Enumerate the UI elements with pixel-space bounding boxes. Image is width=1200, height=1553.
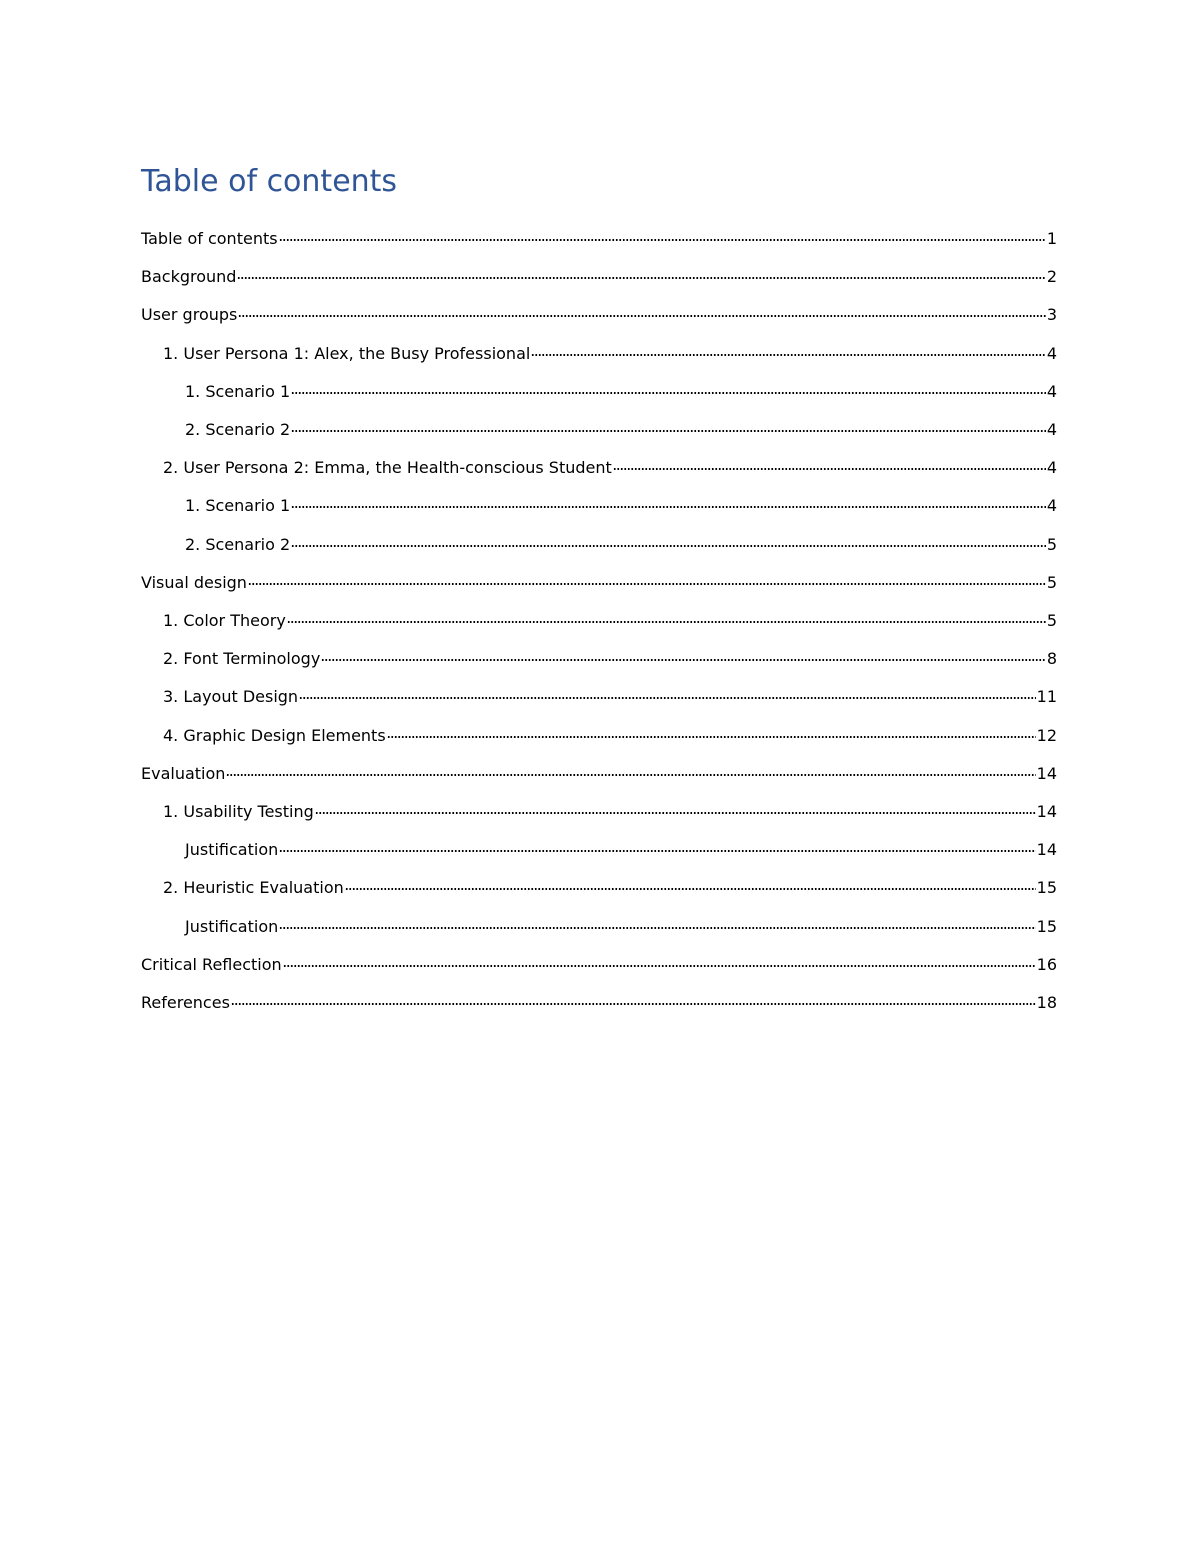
- toc-entry[interactable]: [141, 755, 1057, 783]
- toc-page-number: 4: [1046, 496, 1057, 515]
- toc-page-number: 18: [1036, 993, 1057, 1012]
- toc-entry[interactable]: [185, 831, 1057, 859]
- dot-leader: [279, 220, 1046, 244]
- dot-leader: [238, 296, 1045, 320]
- toc-page-number: 16: [1036, 955, 1057, 974]
- toc-page-number: 4: [1046, 420, 1057, 439]
- dot-leader: [291, 411, 1046, 435]
- toc-entry-label: 4. Graphic Design Elements: [163, 726, 386, 745]
- toc-page-number: 15: [1036, 878, 1057, 897]
- toc-page-number: 2: [1046, 267, 1057, 286]
- toc-entry-label: References: [141, 993, 230, 1012]
- toc-entry-label: 1. Scenario 1: [185, 496, 291, 515]
- toc-entry-label: Evaluation: [141, 764, 226, 783]
- toc-heading: Table of contents: [141, 164, 398, 199]
- toc-entry-label: 2. Scenario 2: [185, 420, 291, 439]
- toc-entry[interactable]: [185, 908, 1057, 936]
- dot-leader: [291, 373, 1046, 397]
- toc-entry[interactable]: [141, 258, 1057, 286]
- dot-leader: [315, 793, 1036, 817]
- toc-page-number: 14: [1036, 764, 1057, 783]
- dot-leader: [287, 602, 1046, 626]
- toc-entry[interactable]: [185, 487, 1057, 515]
- toc-entry[interactable]: [141, 220, 1057, 248]
- dot-leader: [345, 869, 1036, 893]
- dot-leader: [531, 335, 1045, 359]
- dot-leader: [248, 564, 1046, 588]
- toc-entry-label: Visual design: [141, 573, 247, 592]
- toc-page-number: 1: [1046, 229, 1057, 248]
- toc-entry[interactable]: [163, 717, 1057, 745]
- toc-page-number: 8: [1046, 649, 1057, 668]
- toc-entry-label: 3. Layout Design: [163, 687, 299, 706]
- toc-page-number: 15: [1036, 917, 1057, 936]
- toc-page-number: 4: [1046, 458, 1057, 477]
- toc-entry-label: 2. Heuristic Evaluation: [163, 878, 344, 897]
- toc-page-number: 4: [1046, 382, 1057, 401]
- toc-entry-label: 1. User Persona 1: Alex, the Busy Professional: [163, 344, 531, 363]
- toc-page-number: 4: [1046, 344, 1057, 363]
- toc-entry[interactable]: [141, 946, 1057, 974]
- dot-leader: [613, 449, 1046, 473]
- toc-entry-label: Table of contents: [141, 229, 278, 248]
- toc-entry[interactable]: [163, 869, 1057, 897]
- toc-page-number: 5: [1046, 611, 1057, 630]
- toc-entry[interactable]: [163, 640, 1057, 668]
- toc-entry-label: 2. User Persona 2: Emma, the Health-conscious Student: [163, 458, 612, 477]
- toc-entry[interactable]: [141, 296, 1057, 324]
- dot-leader: [279, 908, 1035, 932]
- dot-leader: [387, 717, 1036, 741]
- toc-entry-label: Justification: [185, 840, 279, 859]
- toc-entry-label: 1. Scenario 1: [185, 382, 291, 401]
- toc-entry-label: Background: [141, 267, 237, 286]
- toc-entry[interactable]: [185, 526, 1057, 554]
- toc-entry[interactable]: [185, 373, 1057, 401]
- toc-entry-label: Critical Reflection: [141, 955, 282, 974]
- toc-entry[interactable]: [141, 984, 1057, 1012]
- toc-page-number: 3: [1046, 305, 1057, 324]
- toc-page-number: 14: [1036, 802, 1057, 821]
- dot-leader: [283, 946, 1036, 970]
- toc-page-number: 11: [1036, 687, 1057, 706]
- toc-entry[interactable]: [141, 564, 1057, 592]
- toc-entry[interactable]: [163, 678, 1057, 706]
- toc-page-number: 5: [1046, 535, 1057, 554]
- toc-entry-label: 1. Color Theory: [163, 611, 286, 630]
- toc-entry[interactable]: [163, 602, 1057, 630]
- toc-entry[interactable]: [163, 335, 1057, 363]
- toc-entry-label: 2. Font Terminology: [163, 649, 321, 668]
- toc-entry-label: Justification: [185, 917, 279, 936]
- toc-page-number: 14: [1036, 840, 1057, 859]
- toc-entry-label: User groups: [141, 305, 238, 324]
- toc-entry[interactable]: [185, 411, 1057, 439]
- dot-leader: [291, 487, 1046, 511]
- toc-entry[interactable]: [163, 449, 1057, 477]
- dot-leader: [226, 755, 1035, 779]
- dot-leader: [299, 678, 1036, 702]
- toc-entry[interactable]: [163, 793, 1057, 821]
- toc-entry-label: 2. Scenario 2: [185, 535, 291, 554]
- dot-leader: [231, 984, 1036, 1008]
- toc-entry-label: 1. Usability Testing: [163, 802, 314, 821]
- dot-leader: [237, 258, 1045, 282]
- dot-leader: [291, 526, 1046, 550]
- toc-page-number: 5: [1046, 573, 1057, 592]
- dot-leader: [321, 640, 1046, 664]
- dot-leader: [279, 831, 1035, 855]
- toc-page-number: 12: [1036, 726, 1057, 745]
